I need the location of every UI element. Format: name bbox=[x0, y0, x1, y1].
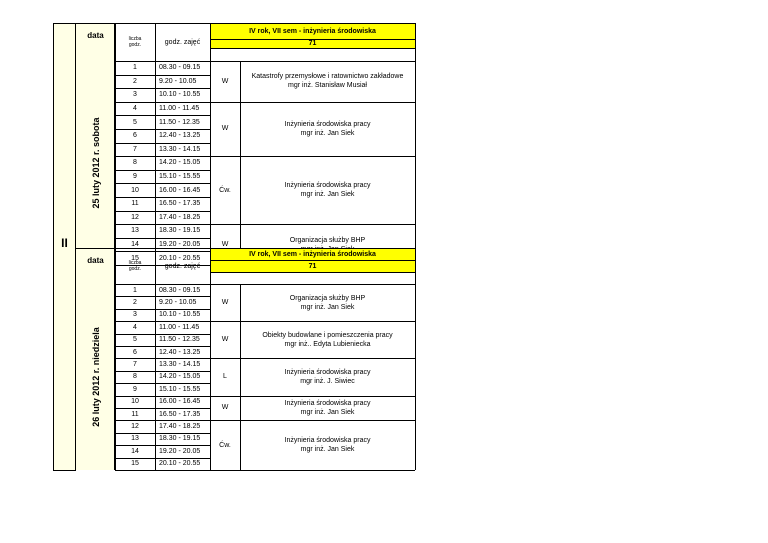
teacher-name: mgr inż. Jan Siek bbox=[300, 446, 355, 454]
class-type: Ćw. bbox=[219, 186, 231, 194]
row-number: 2 bbox=[133, 77, 137, 85]
col-line bbox=[155, 248, 156, 470]
row-number: 10 bbox=[131, 186, 139, 194]
teacher-name: mgr inż. Jan Siek bbox=[300, 303, 355, 311]
class-subject bbox=[240, 420, 415, 470]
row-line bbox=[115, 383, 210, 384]
row-time: 10.10 - 10.55 bbox=[159, 311, 201, 319]
row-line bbox=[115, 408, 210, 409]
subject-name: Inżynieria środowiska pracy bbox=[284, 182, 371, 190]
date-header: data bbox=[87, 256, 104, 265]
teacher-name: mgr inż. Jan Siek bbox=[300, 408, 355, 416]
header-divider bbox=[210, 260, 415, 261]
header-top-line bbox=[76, 248, 415, 249]
row-number: 9 bbox=[133, 385, 137, 393]
row-line bbox=[115, 420, 210, 421]
row-time: 9.20 - 10.05 bbox=[159, 299, 197, 307]
subject-name: Inżynieria środowiska pracy bbox=[284, 399, 371, 407]
row-number: 3 bbox=[133, 311, 137, 319]
row-line bbox=[115, 156, 210, 157]
row-number: 7 bbox=[133, 361, 137, 369]
teacher-name: mgr inż. Jan Siek bbox=[300, 129, 355, 137]
header-top-line bbox=[76, 23, 415, 24]
row-line bbox=[115, 183, 210, 184]
header-divider bbox=[210, 48, 415, 49]
row-time: 19.20 - 20.05 bbox=[159, 447, 201, 455]
row-line bbox=[115, 197, 210, 198]
row-line bbox=[115, 458, 210, 459]
row-number: 13 bbox=[131, 227, 139, 235]
class-subject bbox=[240, 358, 415, 395]
group-number: 71 bbox=[210, 260, 415, 272]
class-subject bbox=[240, 61, 415, 102]
subject-name: Obiekty budowlane i pomieszczenia pracy bbox=[262, 331, 393, 339]
row-number: 4 bbox=[133, 105, 137, 113]
class-type: Ćw. bbox=[219, 441, 231, 449]
row-time: 11.50 - 12.35 bbox=[159, 118, 200, 126]
row-line bbox=[115, 143, 210, 144]
row-number: 8 bbox=[133, 159, 137, 167]
header-divider bbox=[210, 272, 415, 273]
teacher-name: mgr inż. J. Siwiec bbox=[300, 377, 355, 385]
row-time: 15.10 - 15.55 bbox=[159, 173, 201, 181]
class-subject bbox=[240, 396, 415, 421]
date-header: data bbox=[87, 31, 104, 40]
subject-name: Organizacja służby BHP bbox=[289, 294, 366, 302]
teacher-name: mgr inż.. Edyta Lubieniecka bbox=[284, 340, 371, 348]
row-number: 14 bbox=[131, 447, 139, 455]
col-line bbox=[115, 248, 116, 470]
subject-name: Inżynieria środowiska pracy bbox=[284, 368, 371, 376]
hours-count-unit: godz. bbox=[128, 42, 142, 48]
row-line bbox=[115, 296, 210, 297]
row-time: 13.30 - 14.15 bbox=[159, 145, 201, 153]
class-type: W bbox=[221, 241, 229, 249]
row-time: 15.10 - 15.55 bbox=[159, 385, 201, 393]
subject-name: Katastrofy przemysłowe i ratownictwo zakładowe bbox=[251, 73, 404, 81]
row-time: 18.30 - 19.15 bbox=[159, 435, 201, 443]
row-time: 20.10 - 20.55 bbox=[159, 254, 201, 262]
class-type: W bbox=[221, 404, 229, 412]
class-hours-header: godz. zajęć bbox=[164, 262, 201, 270]
row-line bbox=[115, 61, 210, 62]
row-number: 14 bbox=[131, 241, 139, 249]
row-line bbox=[115, 358, 210, 359]
date-label: 25 luty 2012 r. sobota bbox=[90, 117, 101, 209]
row-line bbox=[115, 433, 210, 434]
row-line bbox=[115, 334, 210, 335]
row-number: 5 bbox=[133, 118, 137, 126]
row-time: 11.00 - 11.45 bbox=[159, 323, 200, 331]
class-subject bbox=[240, 284, 415, 321]
table-bottom-line bbox=[115, 470, 415, 471]
row-time: 16.00 - 16.45 bbox=[159, 186, 201, 194]
class-hours-header: godz. zajęć bbox=[164, 38, 201, 46]
row-line bbox=[115, 321, 210, 322]
row-number: 5 bbox=[133, 336, 137, 344]
class-type: W bbox=[221, 77, 229, 85]
row-time: 20.10 - 20.55 bbox=[159, 460, 201, 468]
row-number: 13 bbox=[131, 435, 139, 443]
col-line bbox=[210, 248, 211, 470]
row-number: 15 bbox=[131, 460, 139, 468]
teacher-name: mgr inż. Stanisław Musiał bbox=[288, 82, 367, 90]
hours-count-header bbox=[115, 23, 155, 61]
row-time: 9.20 - 10.05 bbox=[159, 77, 197, 85]
row-number: 1 bbox=[133, 286, 137, 294]
row-line bbox=[115, 102, 210, 103]
row-number: 6 bbox=[133, 348, 137, 356]
row-line bbox=[115, 170, 210, 171]
col-line bbox=[240, 284, 241, 470]
row-time: 08.30 - 09.15 bbox=[159, 286, 201, 294]
row-line bbox=[115, 115, 210, 116]
col-line bbox=[240, 61, 241, 265]
row-line bbox=[115, 309, 210, 310]
row-time: 13.30 - 14.15 bbox=[159, 361, 201, 369]
col-line bbox=[155, 23, 156, 265]
row-number: 10 bbox=[131, 398, 139, 406]
row-time: 16.50 - 17.35 bbox=[159, 200, 201, 208]
teacher-name: mgr inż. Jan Siek bbox=[300, 191, 355, 199]
class-type: W bbox=[221, 299, 229, 307]
row-number: 6 bbox=[133, 132, 137, 140]
row-line bbox=[115, 129, 210, 130]
row-line bbox=[115, 238, 210, 239]
row-number: 12 bbox=[131, 213, 139, 221]
class-subject bbox=[240, 156, 415, 224]
header-divider bbox=[210, 39, 415, 40]
row-time: 17.40 - 18.25 bbox=[159, 213, 201, 221]
course-title: IV rok, VII sem - inżynieria środowiska bbox=[210, 248, 415, 260]
row-line bbox=[115, 445, 210, 446]
class-type: W bbox=[221, 336, 229, 344]
row-line bbox=[115, 88, 210, 89]
row-number: 9 bbox=[133, 173, 137, 181]
class-subject bbox=[240, 102, 415, 156]
date-label: 26 luty 2012 r. niedziela bbox=[90, 327, 101, 427]
group-number: 71 bbox=[210, 39, 415, 48]
row-time: 16.50 - 17.35 bbox=[159, 410, 201, 418]
row-time: 12.40 - 13.25 bbox=[159, 348, 201, 356]
row-line bbox=[115, 284, 210, 285]
row-time: 10.10 - 10.55 bbox=[159, 91, 201, 99]
row-time: 17.40 - 18.25 bbox=[159, 423, 201, 431]
hours-count-label: liczba bbox=[128, 36, 142, 42]
col-line bbox=[415, 23, 416, 265]
row-time: 11.00 - 11.45 bbox=[159, 105, 200, 113]
row-time: 16.00 - 16.45 bbox=[159, 398, 201, 406]
row-time: 14.20 - 15.05 bbox=[159, 159, 201, 167]
row-line bbox=[115, 346, 210, 347]
class-type: W bbox=[221, 125, 229, 133]
hours-count-label: liczba bbox=[128, 260, 142, 266]
row-time: 08.30 - 09.15 bbox=[159, 64, 201, 72]
week-label: II bbox=[61, 236, 68, 250]
col-line bbox=[415, 248, 416, 470]
row-time: 19.20 - 20.05 bbox=[159, 241, 201, 249]
row-time: 11.50 - 12.35 bbox=[159, 336, 200, 344]
subject-name: Inżynieria środowiska pracy bbox=[284, 437, 371, 445]
row-number: 15 bbox=[131, 254, 139, 262]
row-number: 11 bbox=[131, 410, 139, 418]
row-number: 7 bbox=[133, 145, 137, 153]
row-line bbox=[115, 224, 210, 225]
row-number: 1 bbox=[133, 64, 137, 72]
course-title: IV rok, VII sem - inżynieria środowiska bbox=[210, 23, 415, 39]
row-time: 18.30 - 19.15 bbox=[159, 227, 201, 235]
row-number: 11 bbox=[131, 200, 139, 208]
hours-count-unit: godz. bbox=[128, 266, 142, 272]
row-number: 2 bbox=[133, 299, 137, 307]
row-number: 3 bbox=[133, 91, 137, 99]
subject-name: Organizacja służby BHP bbox=[289, 236, 366, 244]
class-subject bbox=[240, 321, 415, 358]
row-line bbox=[115, 396, 210, 397]
row-number: 12 bbox=[131, 423, 139, 431]
subject-name: Inżynieria środowiska pracy bbox=[284, 120, 371, 128]
col-line bbox=[210, 23, 211, 265]
hours-count-header bbox=[115, 248, 155, 284]
class-type: L bbox=[223, 373, 227, 381]
row-line bbox=[115, 75, 210, 76]
row-number: 8 bbox=[133, 373, 137, 381]
row-time: 14.20 - 15.05 bbox=[159, 373, 201, 381]
row-number: 4 bbox=[133, 323, 137, 331]
col-line bbox=[115, 23, 116, 265]
row-time: 12.40 - 13.25 bbox=[159, 132, 201, 140]
row-line bbox=[115, 211, 210, 212]
row-line bbox=[115, 371, 210, 372]
